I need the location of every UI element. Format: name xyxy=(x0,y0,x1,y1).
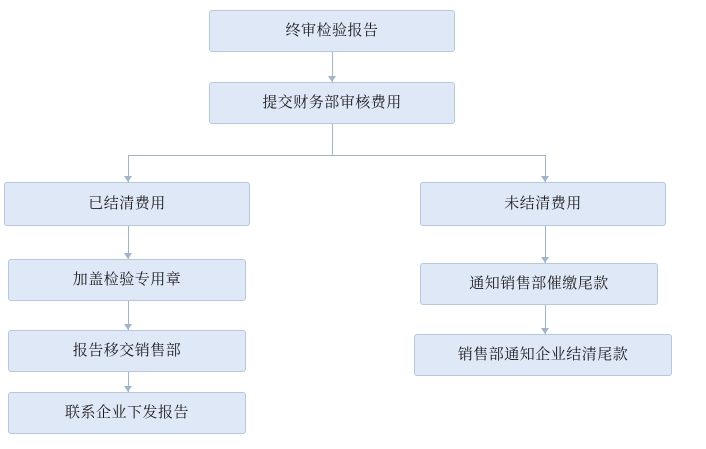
node-contact-company-issue-report[interactable]: 联系企业下发报告 xyxy=(8,392,246,434)
node-sales-notify-company-settle[interactable]: 销售部通知企业结清尾款 xyxy=(414,334,672,376)
node-notify-sales-collect-balance[interactable]: 通知销售部催缴尾款 xyxy=(420,263,658,305)
node-apply-inspection-seal[interactable]: 加盖检验专用章 xyxy=(8,259,246,301)
connector-n2-trunk xyxy=(332,124,333,155)
node-fee-settled[interactable]: 已结清费用 xyxy=(4,182,250,226)
node-submit-finance-review-fee[interactable]: 提交财务部审核费用 xyxy=(209,82,455,124)
connector-split-bus xyxy=(128,155,545,156)
node-final-inspection-report[interactable]: 终审检验报告 xyxy=(209,10,455,52)
node-transfer-report-to-sales[interactable]: 报告移交销售部 xyxy=(8,330,246,372)
node-fee-unsettled[interactable]: 未结清费用 xyxy=(420,182,666,226)
